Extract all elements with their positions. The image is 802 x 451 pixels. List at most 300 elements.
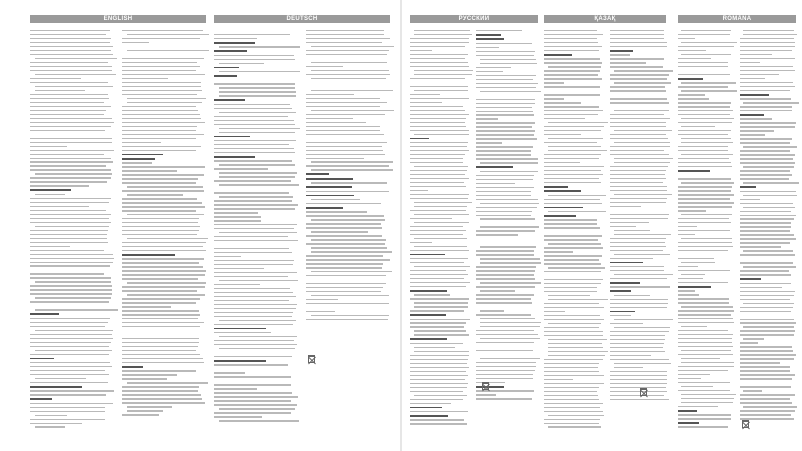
text-line: [306, 255, 383, 256]
text-line: [544, 335, 603, 336]
text-line: [30, 277, 111, 278]
text-line: [678, 130, 731, 131]
paragraph-gap: [122, 330, 206, 331]
text-line: [30, 46, 113, 47]
text-line: [122, 202, 202, 203]
text-line: [219, 128, 300, 129]
text-line: [678, 282, 728, 283]
text-line: [306, 114, 385, 115]
section-heading-line: [214, 42, 255, 44]
text-line: [740, 270, 789, 271]
text-line: [219, 112, 296, 113]
section-heading-line: [214, 99, 245, 101]
deutsch-column-2: [306, 30, 390, 323]
text-line: [480, 326, 540, 327]
section-heading-line: [122, 154, 163, 156]
text-line: [122, 206, 205, 207]
text-line: [410, 367, 469, 368]
text-line: [743, 250, 793, 251]
text-line: [743, 182, 798, 183]
text-line: [219, 172, 297, 173]
text-line: [740, 50, 792, 51]
text-line: [122, 210, 196, 211]
text-line: [214, 204, 298, 205]
text-line: [306, 134, 384, 135]
text-line: [410, 122, 465, 123]
text-line: [476, 51, 535, 52]
text-line: [740, 350, 793, 351]
text-line: [214, 180, 291, 181]
text-line: [122, 414, 159, 415]
kazakh-column-1: [544, 30, 604, 430]
text-line: [678, 314, 731, 315]
text-line: [414, 351, 469, 352]
text-line: [30, 234, 107, 235]
text-line: [306, 118, 353, 119]
paragraph-gap: [214, 244, 298, 245]
text-line: [544, 178, 599, 179]
text-line: [122, 146, 201, 147]
text-line: [306, 50, 389, 51]
text-line: [214, 160, 292, 161]
text-line: [214, 260, 294, 261]
text-line: [743, 338, 764, 339]
text-line: [678, 418, 731, 419]
text-line: [480, 218, 535, 219]
text-line: [122, 38, 200, 39]
text-line: [681, 82, 736, 83]
text-line: [410, 230, 466, 231]
text-line: [548, 122, 608, 123]
section-heading-line: [30, 386, 82, 388]
text-line: [548, 211, 607, 212]
text-line: [214, 59, 295, 60]
text-line: [614, 327, 670, 328]
text-line: [548, 351, 608, 352]
text-line: [544, 383, 604, 384]
text-line: [311, 251, 392, 252]
text-line: [410, 178, 469, 179]
text-line: [544, 182, 601, 183]
text-line: [740, 46, 795, 47]
text-line: [610, 335, 665, 336]
text-line: [122, 66, 200, 67]
text-line: [610, 246, 666, 247]
text-line: [681, 30, 730, 31]
text-line: [410, 118, 466, 119]
text-line: [476, 334, 538, 335]
text-line: [306, 165, 389, 166]
paragraph-gap: [544, 231, 604, 232]
text-line: [610, 66, 663, 67]
text-line: [122, 166, 205, 167]
text-line: [214, 272, 297, 273]
text-line: [306, 287, 383, 288]
section-heading-line: [30, 398, 52, 400]
text-line: [311, 110, 394, 111]
text-line: [122, 114, 200, 115]
text-line: [414, 134, 469, 135]
text-line: [740, 330, 795, 331]
text-line: [610, 347, 663, 348]
text-line: [548, 323, 601, 324]
text-line: [610, 122, 666, 123]
text-line: [544, 199, 600, 200]
text-line: [476, 175, 534, 176]
text-line: [311, 315, 389, 316]
text-line: [476, 158, 538, 159]
text-line: [311, 231, 368, 232]
text-line: [122, 358, 203, 359]
text-line: [214, 224, 297, 225]
text-line: [678, 346, 733, 347]
text-line: [743, 303, 794, 304]
text-line: [219, 184, 299, 185]
text-line: [122, 398, 202, 399]
text-line: [476, 274, 534, 275]
text-line: [681, 214, 732, 215]
text-line: [410, 194, 469, 195]
text-line: [122, 178, 198, 179]
text-line: [30, 394, 106, 395]
text-line: [544, 86, 600, 87]
section-heading-line: [476, 386, 504, 388]
text-line: [122, 278, 198, 279]
text-line: [610, 307, 667, 308]
text-line: [414, 246, 467, 247]
text-line: [614, 194, 673, 195]
text-line: [476, 118, 498, 119]
text-line: [122, 226, 200, 227]
text-line: [480, 246, 537, 247]
crossed-bin-icon: [640, 388, 647, 396]
text-line: [740, 346, 792, 347]
text-line: [614, 142, 670, 143]
text-line: [311, 239, 386, 240]
text-line: [122, 250, 206, 251]
text-line: [410, 322, 466, 323]
section-heading-line: [544, 54, 572, 56]
paragraph-gap: [410, 82, 470, 83]
text-line: [610, 186, 667, 187]
text-line: [30, 146, 67, 147]
text-line: [306, 94, 354, 95]
text-line: [743, 146, 797, 147]
text-line: [214, 304, 297, 305]
text-line: [410, 210, 466, 211]
text-line: [219, 336, 297, 337]
text-line: [544, 259, 599, 260]
text-line: [410, 190, 428, 191]
text-line: [476, 270, 535, 271]
text-line: [306, 203, 381, 204]
text-line: [30, 202, 109, 203]
text-line: [548, 347, 604, 348]
text-line: [30, 285, 112, 286]
text-line: [30, 342, 111, 343]
text-line: [214, 104, 290, 105]
text-line: [678, 134, 728, 135]
text-line: [214, 248, 289, 249]
text-line: [610, 126, 666, 127]
text-line: [311, 219, 385, 220]
text-line: [740, 311, 791, 312]
text-line: [678, 294, 699, 295]
text-line: [30, 214, 111, 215]
crossed-bin-icon: [482, 382, 489, 390]
text-line: [610, 351, 665, 352]
text-line: [740, 98, 791, 99]
text-line: [219, 176, 295, 177]
text-line: [740, 307, 793, 308]
text-line: [544, 371, 599, 372]
text-line: [122, 362, 204, 363]
section-heading-line: [610, 290, 631, 292]
text-line: [544, 170, 601, 171]
text-line: [678, 206, 732, 207]
text-line: [678, 162, 731, 163]
text-line: [548, 355, 606, 356]
text-line: [306, 227, 382, 228]
text-line: [544, 38, 597, 39]
text-line: [740, 334, 794, 335]
text-line: [219, 46, 300, 47]
text-line: [678, 290, 695, 291]
text-line: [544, 315, 600, 316]
text-line: [681, 262, 714, 263]
text-line: [214, 192, 289, 193]
text-line: [610, 170, 666, 171]
text-line: [122, 70, 196, 71]
text-line: [30, 154, 104, 155]
text-line: [476, 215, 531, 216]
text-line: [610, 98, 667, 99]
text-line: [30, 322, 108, 323]
text-line: [740, 287, 782, 288]
text-line: [610, 42, 667, 43]
text-line: [544, 102, 581, 103]
text-line: [410, 319, 470, 320]
text-line: [678, 278, 703, 279]
text-line: [30, 198, 111, 199]
text-line: [219, 280, 298, 281]
header-romanian: ROMÂNĂ: [678, 15, 796, 23]
text-line: [476, 67, 511, 68]
text-line: [214, 228, 294, 229]
text-line: [410, 310, 464, 311]
text-line: [740, 203, 793, 204]
section-heading-line: [306, 186, 352, 188]
text-line: [476, 43, 532, 44]
text-line: [740, 295, 794, 296]
text-line: [740, 322, 796, 323]
text-line: [414, 34, 472, 35]
text-line: [35, 173, 112, 174]
text-line: [30, 42, 110, 43]
text-line: [544, 235, 602, 236]
text-line: [740, 402, 792, 403]
paragraph-gap: [306, 58, 390, 59]
text-line: [306, 267, 382, 268]
text-line: [410, 403, 451, 404]
text-line: [30, 126, 111, 127]
section-heading-line: [214, 75, 237, 77]
text-line: [548, 426, 602, 427]
text-line: [476, 191, 531, 192]
text-line: [740, 242, 790, 243]
text-line: [122, 326, 200, 327]
text-line: [548, 267, 605, 268]
text-line: [410, 146, 467, 147]
text-line: [30, 206, 89, 207]
text-line: [410, 174, 465, 175]
text-line: [122, 58, 204, 59]
text-line: [544, 251, 573, 252]
text-line: [740, 154, 795, 155]
text-line: [610, 226, 636, 227]
text-line: [476, 378, 533, 379]
section-heading-line: [476, 38, 504, 40]
paragraph-gap: [214, 188, 298, 189]
text-line: [306, 74, 390, 75]
text-line: [476, 179, 533, 180]
text-line: [122, 198, 197, 199]
text-line: [476, 146, 533, 147]
text-line: [740, 386, 791, 387]
section-heading-line: [214, 360, 266, 362]
text-line: [30, 50, 111, 51]
text-line: [476, 230, 535, 231]
text-line: [214, 152, 295, 153]
text-line: [544, 279, 603, 280]
text-line: [740, 354, 796, 355]
text-line: [476, 138, 537, 139]
text-line: [311, 182, 387, 183]
text-line: [610, 315, 631, 316]
text-line: [740, 262, 793, 263]
text-line: [306, 223, 381, 224]
section-heading-line: [740, 186, 756, 188]
section-heading-line: [214, 328, 266, 330]
text-line: [219, 196, 293, 197]
text-line: [740, 118, 772, 119]
text-line: [476, 75, 536, 76]
text-line: [410, 94, 440, 95]
text-line: [35, 281, 111, 282]
text-line: [122, 266, 203, 267]
text-line: [740, 246, 781, 247]
text-line: [122, 274, 205, 275]
text-line: [544, 247, 603, 248]
text-line: [30, 273, 104, 274]
text-line: [740, 370, 790, 371]
text-line: [30, 30, 110, 31]
english-column-2: [122, 30, 206, 418]
section-heading-line: [678, 286, 711, 288]
text-line: [214, 83, 295, 84]
text-line: [214, 34, 290, 35]
paragraph-gap: [544, 90, 604, 91]
text-line: [544, 203, 602, 204]
text-line: [743, 195, 797, 196]
text-line: [610, 343, 664, 344]
text-line: [548, 415, 604, 416]
text-line: [30, 118, 112, 119]
text-line: [410, 142, 468, 143]
text-line: [122, 370, 196, 371]
text-line: [678, 46, 734, 47]
text-line: [544, 126, 604, 127]
text-line: [122, 122, 205, 123]
text-line: [219, 164, 295, 165]
text-line: [614, 254, 671, 255]
text-line: [306, 34, 384, 35]
text-line: [410, 355, 469, 356]
text-line: [678, 330, 728, 331]
text-line: [480, 338, 540, 339]
text-line: [610, 339, 665, 340]
text-line: [476, 302, 532, 303]
text-line: [678, 354, 733, 355]
text-line: [610, 34, 664, 35]
paragraph-gap: [544, 275, 604, 276]
text-line: [678, 114, 730, 115]
paragraph-gap: [476, 238, 538, 239]
text-line: [614, 158, 673, 159]
text-line: [410, 198, 468, 199]
text-line: [740, 374, 795, 375]
section-heading-line: [476, 34, 501, 36]
text-line: [122, 390, 198, 391]
text-line: [410, 130, 469, 131]
text-line: [30, 411, 105, 412]
text-line: [480, 262, 542, 263]
text-line: [544, 359, 603, 360]
text-line: [219, 132, 295, 133]
text-line: [476, 55, 534, 56]
text-line: [476, 254, 534, 255]
text-line: [610, 62, 646, 63]
text-line: [548, 243, 601, 244]
header-english: ENGLISH: [30, 15, 206, 23]
text-line: [681, 142, 733, 143]
text-line: [306, 142, 387, 143]
text-line: [122, 118, 201, 119]
text-line: [122, 42, 149, 43]
text-line: [610, 86, 665, 87]
paragraph-gap: [306, 138, 390, 139]
section-heading-line: [30, 313, 59, 315]
text-line: [614, 110, 669, 111]
paragraph-gap: [476, 242, 538, 243]
text-line: [740, 394, 795, 395]
text-line: [610, 395, 664, 396]
text-line: [740, 130, 774, 131]
text-line: [214, 55, 294, 56]
text-line: [610, 387, 666, 388]
text-line: [476, 350, 533, 351]
text-line: [122, 354, 200, 355]
text-line: [544, 399, 599, 400]
text-line: [414, 214, 470, 215]
text-line: [610, 371, 667, 372]
text-line: [410, 379, 465, 380]
text-line: [30, 38, 111, 39]
text-line: [610, 218, 668, 219]
english-column-1: [30, 30, 114, 430]
text-line: [678, 378, 701, 379]
text-line: [544, 271, 601, 272]
